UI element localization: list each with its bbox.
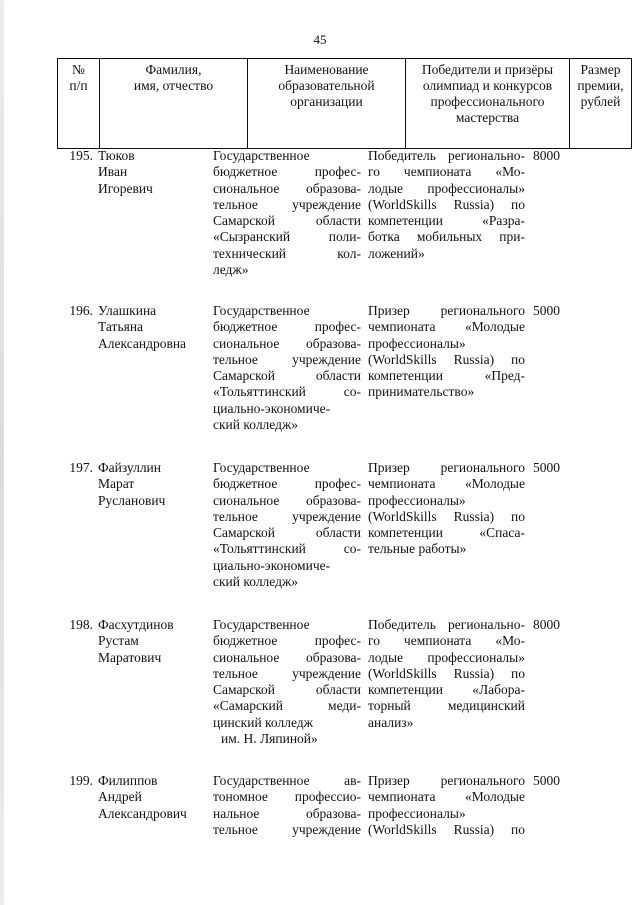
achievement: [368, 148, 525, 262]
prize-line: принимательство»: [368, 384, 475, 400]
organization: [213, 773, 361, 838]
row-number: 199.: [69, 773, 93, 788]
header-text: профессионального: [430, 94, 545, 109]
org-line: тономное профессио-: [213, 789, 361, 805]
prize-line: (WorldSkills Russia) по: [368, 821, 525, 837]
header-text: организации: [290, 94, 363, 109]
prize-line: ложений»: [368, 245, 425, 261]
org-line: сиональное образова-: [213, 180, 361, 196]
header-text: Наименование: [284, 62, 369, 77]
prize-line: чемпионата «Молодые: [368, 789, 525, 805]
name-line: Маратович: [98, 649, 162, 665]
table-header: [57, 58, 632, 149]
row-number: 195.: [69, 148, 93, 163]
org-line: нальное образова-: [213, 805, 361, 821]
prize-line: (WorldSkills Russia) по: [368, 196, 525, 212]
header-num: [58, 59, 100, 149]
organization: [213, 303, 361, 433]
name-line: Рустам: [98, 633, 139, 649]
org-line: тельное учреждение: [213, 821, 361, 837]
prize-line: ботка мобильных при-: [368, 229, 525, 245]
prize-line: (WorldSkills Russia) по: [368, 351, 525, 367]
prize-line: торный медицинский: [368, 698, 525, 714]
prize-line: (WorldSkills Russia) по: [368, 508, 525, 524]
header-text: мастерства: [455, 110, 520, 125]
org-line: бюджетное профес-: [213, 476, 361, 492]
prize-line: (WorldSkills Russia) по: [368, 665, 525, 681]
prize-line: Победитель регионально-: [368, 148, 525, 163]
person-name: [98, 773, 213, 822]
name-line: Улашкина: [98, 303, 157, 318]
person-name: [98, 617, 213, 666]
prize-amount: 8000: [533, 148, 560, 163]
prize-line: компетенции «Лабора-: [368, 682, 525, 698]
org-line: Государственное ав-: [213, 773, 361, 788]
name-line: Фасхутдинов: [98, 617, 174, 632]
org-line: тельное учреждение: [213, 351, 361, 367]
org-line: Самарской области: [213, 368, 361, 384]
name-line: Тюков: [98, 148, 135, 163]
header-text: имя, отчество: [133, 78, 214, 93]
header-name: [100, 59, 248, 149]
prize-line: профессионалы»: [368, 335, 466, 351]
org-line: им. Н. Ляпиной»: [221, 731, 318, 747]
prize-line: чемпионата «Молодые: [368, 476, 525, 492]
prize-line: лодые профессионалы»: [368, 180, 525, 196]
org-line: «Тольяттинский со-: [213, 384, 361, 400]
org-line: Государственное: [213, 617, 310, 632]
prize-line: профессионалы»: [368, 492, 466, 508]
org-line: «Сызранский поли-: [213, 229, 361, 245]
org-line: циально-экономиче-: [213, 400, 331, 416]
header-text: премии,: [577, 78, 624, 93]
header-org: [248, 59, 406, 149]
header-text: рублей: [580, 94, 621, 109]
org-line: Государственное: [213, 460, 310, 475]
header-winners: [406, 59, 570, 149]
prize-line: компетенции «Спаса-: [368, 525, 525, 541]
prize-line: Победитель регионально-: [368, 617, 525, 632]
prize-line: анализ»: [368, 714, 414, 730]
org-line: «Тольяттинский со-: [213, 541, 361, 557]
prize-amount: 5000: [533, 460, 560, 475]
person-name: [98, 148, 213, 197]
org-line: цинский колледж: [213, 714, 313, 730]
org-line: сиональное образова-: [213, 649, 361, 665]
prize-line: лодые профессионалы»: [368, 649, 525, 665]
prize-line: тельные работы»: [368, 541, 467, 557]
header-text: Победители и призёры: [421, 62, 554, 77]
name-line: Татьяна: [98, 319, 144, 335]
org-line: тельное учреждение: [213, 508, 361, 524]
name-line: Андрей: [98, 789, 142, 805]
prize-line: чемпионата «Молодые: [368, 319, 525, 335]
person-name: [98, 303, 213, 352]
row-number: 197.: [69, 460, 93, 475]
org-line: «Самарский меди-: [213, 698, 361, 714]
org-line: ский колледж»: [213, 417, 299, 433]
achievement: [368, 303, 525, 401]
achievement: [368, 617, 525, 731]
organization: [213, 617, 361, 747]
organization: [213, 460, 361, 590]
name-line: Марат: [98, 476, 135, 492]
name-line: Александровна: [98, 335, 187, 351]
prize-line: профессионалы»: [368, 805, 466, 821]
name-line: Иван: [98, 164, 128, 180]
organization: [213, 148, 361, 278]
org-line: Самарской области: [213, 213, 361, 229]
page-number: 45: [313, 32, 327, 47]
org-line: циально-экономиче-: [213, 557, 331, 573]
prize-line: Призер регионального: [368, 773, 525, 788]
header-text: №: [72, 62, 85, 77]
org-line: бюджетное профес-: [213, 319, 361, 335]
org-line: тельное учреждение: [213, 665, 361, 681]
prize-amount: 5000: [533, 773, 560, 788]
org-line: ледж»: [213, 262, 249, 278]
prize-amount: 5000: [533, 303, 560, 318]
row-number: 198.: [69, 617, 93, 632]
org-line: бюджетное профес-: [213, 164, 361, 180]
prize-line: компетенции «Разра-: [368, 213, 525, 229]
prize-line: Призер регионального: [368, 303, 525, 318]
header-amount: [570, 59, 632, 149]
org-line: бюджетное профес-: [213, 633, 361, 649]
scan-edge: [0, 0, 4, 905]
org-line: Государственное: [213, 303, 310, 318]
name-line: Файзуллин: [98, 460, 162, 475]
org-line: Самарской области: [213, 682, 361, 698]
header-text: Фамилия,: [145, 62, 202, 77]
prize-line: компетенции «Пред-: [368, 368, 525, 384]
row-number: 196.: [69, 303, 93, 318]
org-line: тельное учреждение: [213, 196, 361, 212]
header-text: Размер: [580, 62, 621, 77]
name-line: Русланович: [98, 492, 166, 508]
org-line: Самарской области: [213, 525, 361, 541]
prize-line: го чемпионата «Мо-: [368, 164, 525, 180]
name-line: Филиппов: [98, 773, 158, 788]
header-text: олимпиад и конкурсов: [422, 78, 553, 93]
org-line: ский колледж»: [213, 574, 299, 590]
header-text: п/п: [69, 78, 88, 93]
name-line: Александрович: [98, 805, 187, 821]
achievement: [368, 773, 525, 838]
org-line: технический кол-: [213, 245, 361, 261]
prize-line: Призер регионального: [368, 460, 525, 475]
achievement: [368, 460, 525, 558]
prize-line: го чемпионата «Мо-: [368, 633, 525, 649]
header-text: образовательной: [278, 78, 375, 93]
prize-amount: 8000: [533, 617, 560, 632]
org-line: сиональное образова-: [213, 492, 361, 508]
org-line: Государственное: [213, 148, 310, 163]
name-line: Игоревич: [98, 180, 153, 196]
org-line: сиональное образова-: [213, 335, 361, 351]
person-name: [98, 460, 213, 509]
